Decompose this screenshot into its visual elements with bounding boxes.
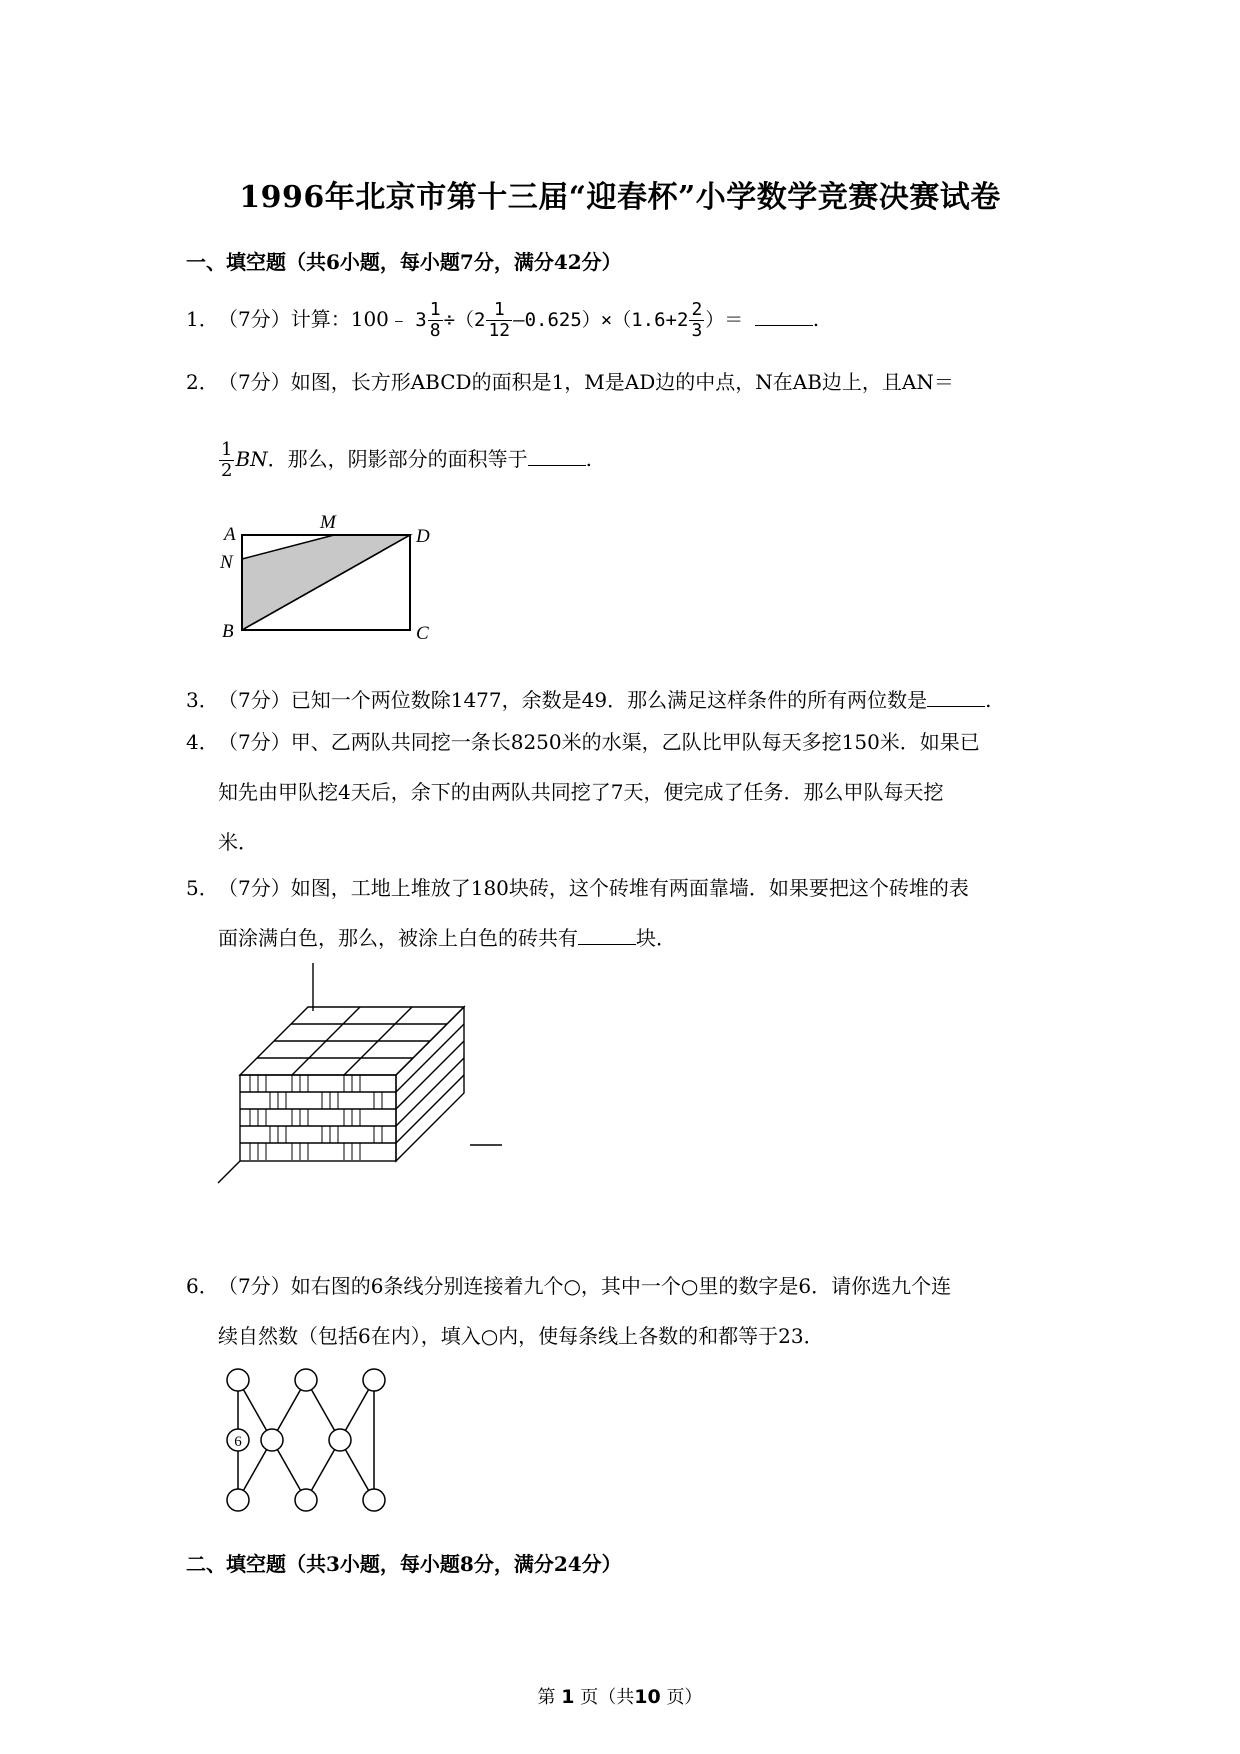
footer-text: 页） bbox=[666, 1687, 703, 1708]
question-4 bbox=[186, 728, 1066, 756]
question-text: （7分）如右图的6条线分别连接着九个○，其中一个○里的数字是6．请你选九个连 bbox=[218, 1274, 952, 1298]
wall-line bbox=[218, 1161, 240, 1183]
question-text: （7分）甲、乙两队共同挖一条长8250米的水渠，乙队比甲队每天多挖150米．如果已 bbox=[218, 730, 980, 754]
fraction: $\frac{1}{12}$ bbox=[488, 299, 511, 341]
question-number: 2． bbox=[186, 370, 219, 394]
punctuation: . bbox=[585, 447, 593, 471]
section-heading-1: 一、填空题（共6小题，每小题7分，满分42分） bbox=[186, 250, 622, 274]
mixed-number-whole: 3 bbox=[415, 309, 427, 331]
page-title: 1996年北京市第十三届“迎春杯”小学数学竞赛决赛试卷 bbox=[239, 180, 1001, 215]
circle-number-label: 6 bbox=[234, 1434, 242, 1450]
segment-label: BN bbox=[235, 447, 268, 471]
section-heading-2: 二、填空题（共3小题，每小题8分，满分24分） bbox=[186, 1552, 622, 1576]
question-4-line-3: 米． bbox=[218, 830, 258, 854]
question-text: （7分）如图，工地上堆放了180块砖，这个砖堆有两面靠墙．如果要把这个砖堆的表 bbox=[218, 876, 969, 900]
question-5 bbox=[186, 874, 1066, 902]
expression-part: ）＝ bbox=[705, 309, 744, 331]
page-footer bbox=[0, 1683, 1240, 1709]
number-circle bbox=[295, 1489, 317, 1511]
label-d: D bbox=[416, 526, 430, 547]
number-circle bbox=[295, 1369, 317, 1391]
label-b: B bbox=[222, 621, 234, 642]
label-c: C bbox=[416, 623, 429, 644]
question-1 bbox=[186, 300, 1066, 341]
number-circle bbox=[227, 1489, 249, 1511]
question-2 bbox=[186, 368, 1066, 396]
side-face bbox=[396, 1007, 464, 1161]
number-circle bbox=[261, 1429, 283, 1451]
fraction: $\frac{2}{3}$ bbox=[691, 299, 703, 341]
expression-part: –0.625）×（1.6+2 bbox=[513, 309, 689, 331]
question-number: 1． bbox=[186, 307, 219, 331]
front-face bbox=[240, 1075, 396, 1161]
rectangle-figure bbox=[210, 512, 450, 652]
question-6 bbox=[186, 1272, 1066, 1300]
question-number: 6． bbox=[186, 1274, 219, 1298]
question-number: 4． bbox=[186, 730, 219, 754]
question-4-line-2: 知先由甲队挖4天后，余下的由两队共同挖了7天，便完成了任务．那么甲队每天挖 bbox=[218, 780, 944, 804]
total-pages: 10 bbox=[634, 1686, 661, 1708]
question-lead: 计算：100﹣ bbox=[290, 307, 409, 331]
label-m: M bbox=[320, 512, 336, 533]
fraction: $\frac{1}{8}$ bbox=[429, 299, 441, 341]
expression-part: ÷（2 bbox=[443, 309, 486, 331]
question-number: 5． bbox=[186, 876, 219, 900]
footer-text: 第 bbox=[537, 1687, 556, 1708]
question-text: （7分）如图，长方形ABCD的面积是1，M是AD边的中点，N在AB边上，且AN＝ bbox=[218, 370, 954, 394]
question-text: 块． bbox=[636, 926, 676, 950]
label-a: A bbox=[224, 524, 236, 545]
answer-blank bbox=[927, 686, 985, 707]
question-text: ．那么，阴影部分的面积等于 bbox=[267, 447, 528, 471]
question-3 bbox=[186, 686, 1066, 714]
page-number: 1 bbox=[561, 1686, 575, 1708]
math-expression bbox=[415, 299, 754, 341]
question-text: 面涂满白色，那么，被涂上白色的砖共有 bbox=[218, 926, 578, 950]
brick-stack-figure bbox=[210, 955, 510, 1235]
answer-blank bbox=[578, 924, 636, 945]
number-circle bbox=[227, 1369, 249, 1391]
punctuation: . bbox=[812, 307, 820, 331]
label-n: N bbox=[220, 552, 233, 573]
footer-text: 页（共 bbox=[580, 1687, 635, 1708]
number-circle bbox=[363, 1489, 385, 1511]
fraction: $\frac{1}{2}$ bbox=[221, 439, 233, 481]
question-5-line-2 bbox=[218, 924, 676, 952]
answer-blank bbox=[528, 445, 586, 466]
punctuation: . bbox=[985, 688, 992, 712]
question-score: （7分） bbox=[218, 307, 291, 331]
question-text: （7分）已知一个两位数除1477，余数是49．那么满足这样条件的所有两位数是 bbox=[218, 688, 928, 712]
question-2-line-2 bbox=[218, 440, 592, 481]
answer-blank bbox=[755, 305, 813, 326]
number-circle bbox=[363, 1369, 385, 1391]
question-6-line-2: 续自然数（包括6在内），填入○内，使每条线上各数的和都等于23． bbox=[218, 1324, 824, 1348]
circle-network-figure bbox=[210, 1360, 410, 1520]
number-circle bbox=[329, 1429, 351, 1451]
question-number: 3． bbox=[186, 688, 219, 712]
